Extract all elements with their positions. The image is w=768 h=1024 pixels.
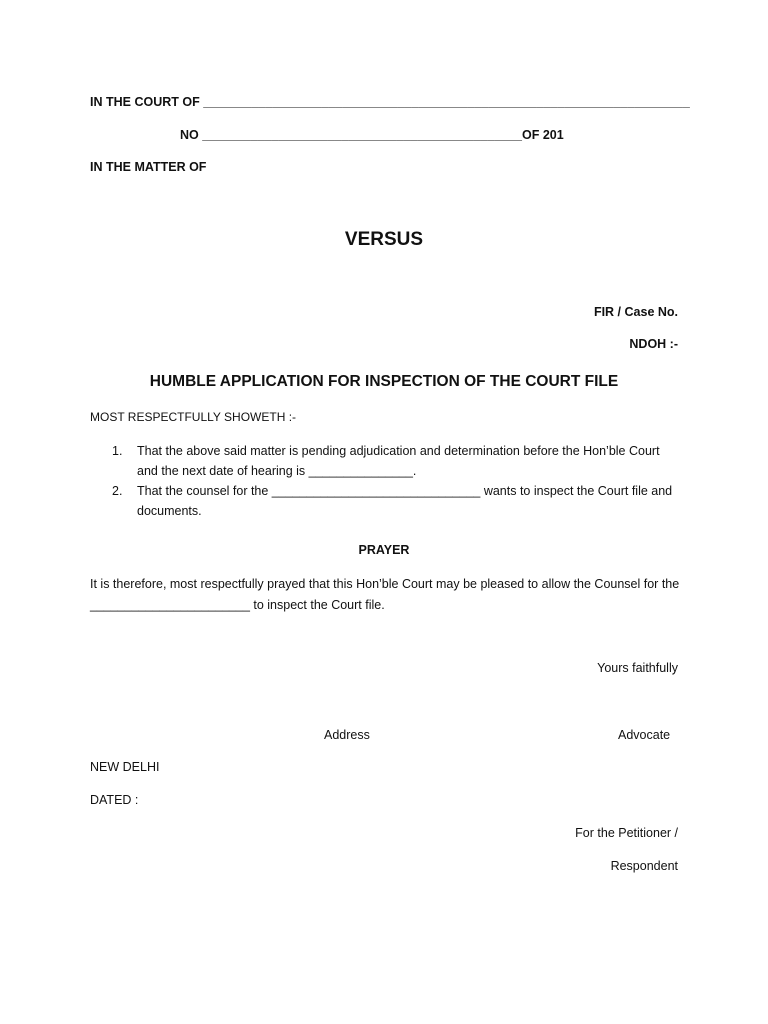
place-label: NEW DELHI	[90, 760, 160, 774]
prayer-text: It is therefore, most respectfully prayed that this Hon’ble Court may be pleased to allow the Counsel for the _______________________ to inspect the Court file.	[90, 577, 680, 612]
list-item-number: 2.	[112, 484, 123, 498]
advocate-label: Advocate	[618, 728, 671, 742]
yours-faithfully: Yours faithfully	[597, 661, 678, 675]
court-of-line: IN THE COURT OF ______________________________________________________________________	[90, 95, 690, 109]
address-label: Address	[324, 728, 370, 742]
prayer-heading: PRAYER	[358, 543, 410, 557]
application-title: HUMBLE APPLICATION FOR INSPECTION OF THE COURT FILE	[149, 373, 619, 390]
list-item-text: That the counsel for the ______________________________ wants to inspect the Court file and documents.	[137, 484, 673, 518]
dated-label: DATED :	[90, 793, 139, 807]
for-the-petitioner-label: For the Petitioner /	[575, 826, 678, 840]
respondent-label: Respondent	[610, 859, 678, 873]
list-item-text: That the above said matter is pending adjudication and determination before the Hon’ble Court and the next date of hearing is _______________.	[137, 444, 660, 478]
versus-heading: VERSUS	[344, 229, 424, 250]
list-item-number: 1.	[112, 444, 123, 458]
list-item	[112, 481, 682, 521]
in-the-matter-of-line: IN THE MATTER OF	[90, 160, 207, 174]
most-respectfully-showeth: MOST RESPECTFULLY SHOWETH :-	[90, 410, 297, 424]
ndoh-label: NDOH :-	[629, 337, 678, 351]
fir-case-number-label: FIR / Case No.	[593, 305, 678, 319]
case-number-line: NO ______________________________________________OF 201	[180, 128, 564, 142]
list-item	[112, 441, 682, 481]
